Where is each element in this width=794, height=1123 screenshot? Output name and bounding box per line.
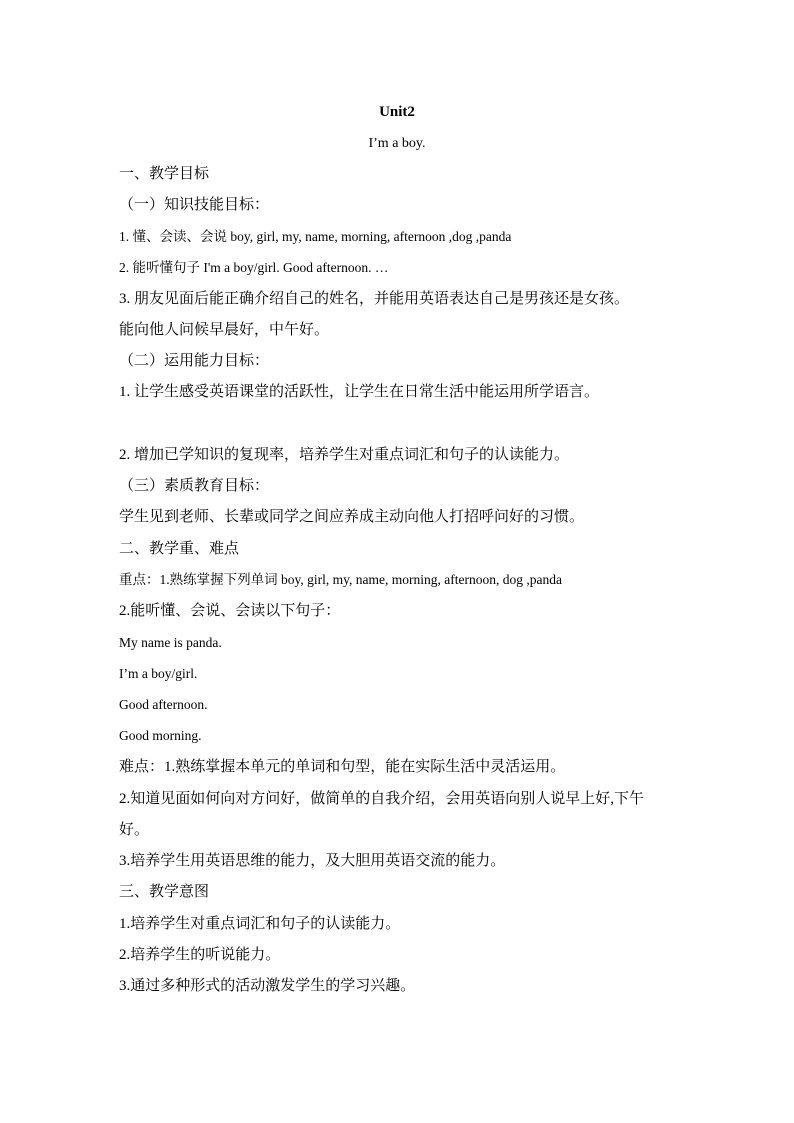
document-title: Unit2 — [379, 104, 415, 120]
sentence-3: Good afternoon. — [119, 697, 208, 712]
section-heading-key-points: 二、教学重、难点 — [119, 541, 240, 557]
document-subtitle: I’m a boy. — [368, 136, 426, 151]
subsection-heading-knowledge: （一）知识技能目标： — [119, 197, 270, 213]
subsection-heading-application: （二）运用能力目标： — [119, 353, 270, 369]
intent-item-3: 3.通过多种形式的活动激发学生的学习兴趣。 — [119, 978, 416, 994]
sentence-4: Good morning. — [119, 728, 202, 743]
difficulty-3: 3.培养学生用英语思维的能力，及大胆用英语交流的能力。 — [119, 853, 506, 869]
sentence-1: My name is panda. — [119, 635, 222, 650]
quality-item: 学生见到老师、长辈或同学之间应养成主动向他人打招呼问好的习惯。 — [119, 509, 585, 525]
difficulty-2: 2.知道见面如何向对方问好，做简单的自我介绍，会用英语向别人说早上好,下午 — [119, 791, 645, 807]
subsection-heading-quality: （三）素质教育目标： — [119, 478, 270, 494]
difficulty-2-continued: 好。 — [119, 822, 150, 838]
objective-item-3: 3. 朋友见面后能正确介绍自己的姓名，并能用英语表达自己是男孩还是女孩。 — [119, 291, 630, 307]
application-item-1: 1. 让学生感受英语课堂的活跃性，让学生在日常生活中能运用所学语言。 — [119, 384, 600, 400]
intent-item-2: 2.培养学生的听说能力。 — [119, 947, 281, 963]
objective-item-1: 1. 懂、会读、会说 boy, girl, my, name, morning, afternoon ,dog ,panda — [119, 229, 512, 244]
section-heading-intent: 三、教学意图 — [119, 884, 210, 900]
intent-item-1: 1.培养学生对重点词汇和句子的认读能力。 — [119, 916, 401, 932]
sentence-2: I’m a boy/girl. — [119, 666, 198, 681]
application-item-2: 2. 增加已学知识的复现率，培养学生对重点词汇和句子的认读能力。 — [119, 447, 570, 463]
objective-item-2: 2. 能听懂句子 I'm a boy/girl. Good afternoon. … — [119, 260, 389, 275]
objective-item-3-continued: 能向他人问候早晨好，中午好。 — [119, 322, 330, 338]
key-point-2: 2.能听懂、会说、会读以下句子： — [119, 603, 341, 619]
section-heading-objectives: 一、教学目标 — [119, 166, 210, 182]
key-point-1: 重点：1.熟练掌握下列单词 boy, girl, my, name, morning, afternoon, dog ,panda — [119, 572, 562, 587]
difficulty-1: 难点：1.熟练掌握本单元的单词和句型，能在实际生活中灵活运用。 — [119, 759, 566, 775]
